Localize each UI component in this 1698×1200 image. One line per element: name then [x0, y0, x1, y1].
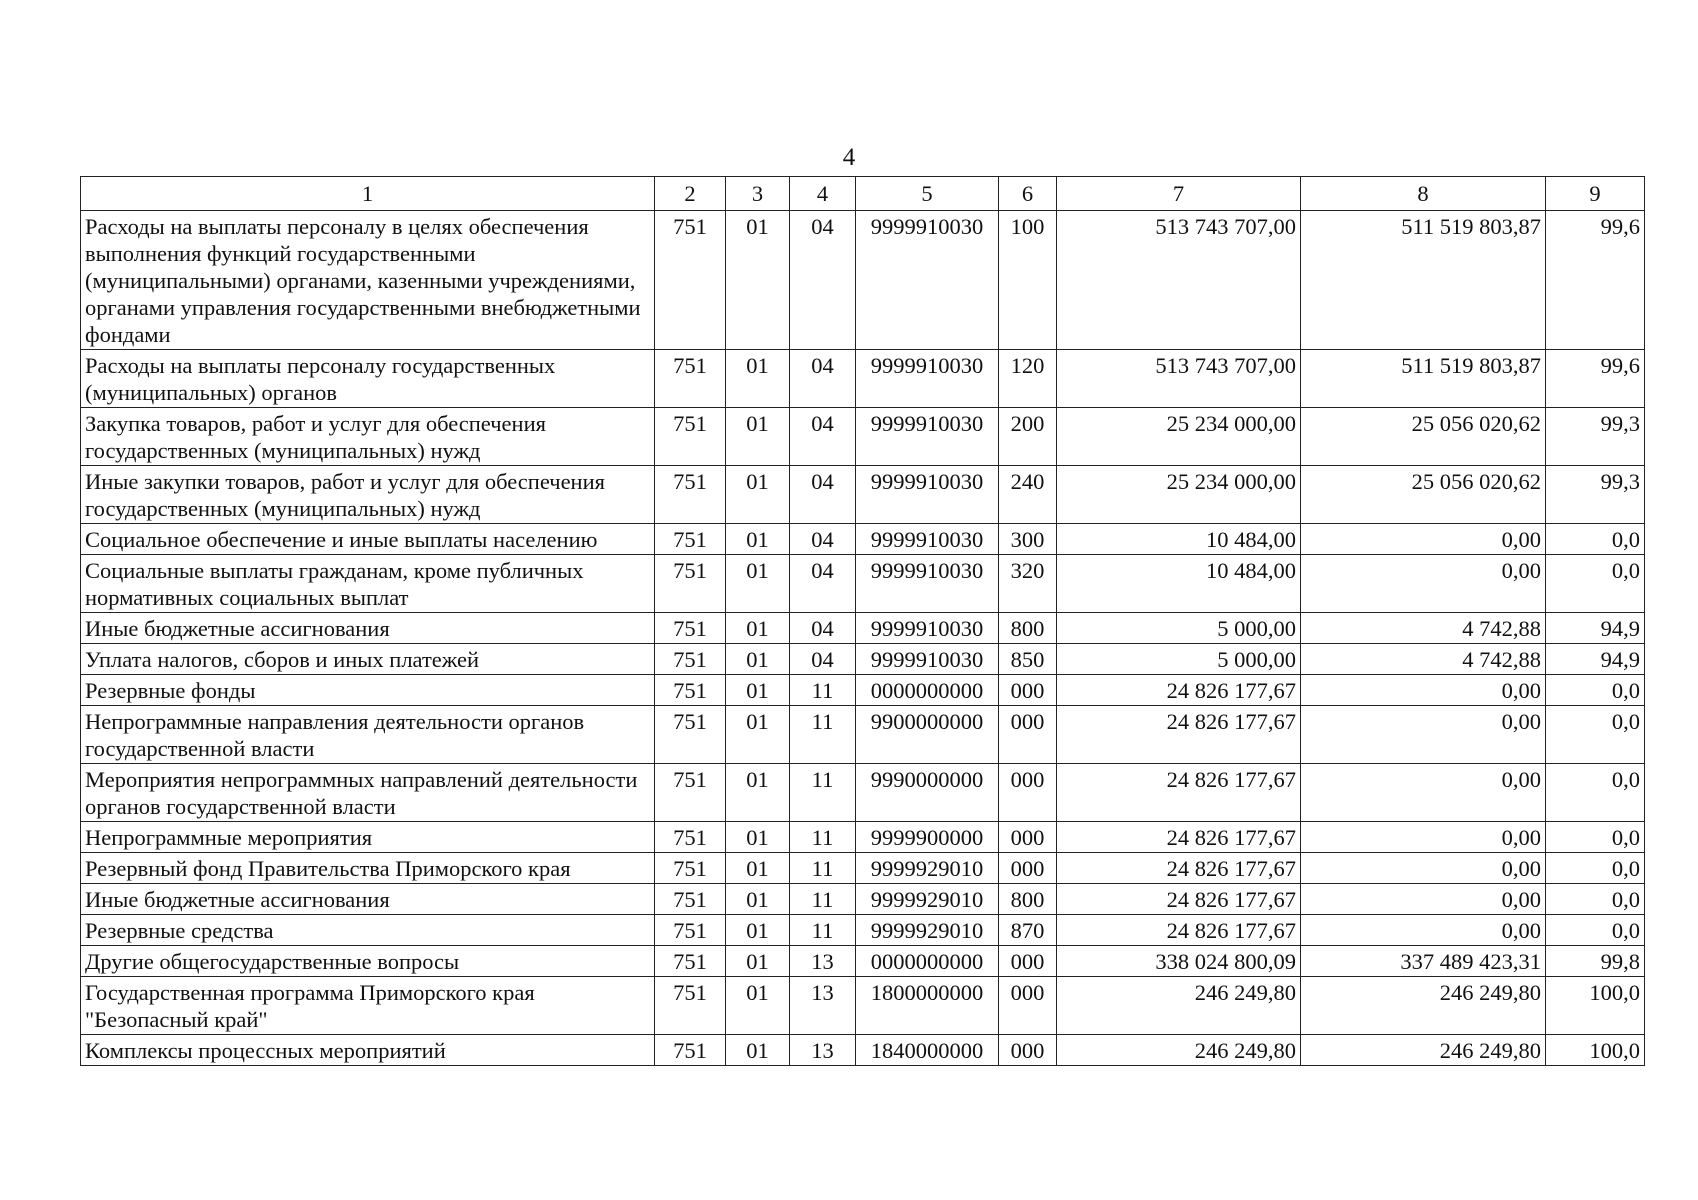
row-name-cell: Социальные выплаты гражданам, кроме публичных нормативных социальных выплат — [81, 555, 655, 613]
column-5-cell: 9999929010 — [856, 884, 999, 915]
column-8-cell: 246 249,80 — [1301, 1035, 1546, 1066]
column-9-cell: 0,0 — [1546, 764, 1645, 822]
column-9-cell: 100,0 — [1546, 977, 1645, 1035]
column-2-cell: 751 — [655, 853, 726, 884]
column-8-cell: 337 489 423,31 — [1301, 946, 1546, 977]
column-2-cell: 751 — [655, 555, 726, 613]
column-7-cell: 24 826 177,67 — [1057, 822, 1301, 853]
column-8-cell: 0,00 — [1301, 524, 1546, 555]
column-8-cell: 25 056 020,62 — [1301, 408, 1546, 466]
column-8-cell: 0,00 — [1301, 822, 1546, 853]
column-9-cell: 94,9 — [1546, 644, 1645, 675]
column-header: 8 — [1301, 177, 1546, 211]
column-7-cell: 10 484,00 — [1057, 555, 1301, 613]
column-4-cell: 11 — [790, 764, 856, 822]
column-9-cell: 94,9 — [1546, 613, 1645, 644]
column-6-cell: 000 — [999, 946, 1057, 977]
column-7-cell: 5 000,00 — [1057, 613, 1301, 644]
column-6-cell: 850 — [999, 644, 1057, 675]
column-9-cell: 0,0 — [1546, 915, 1645, 946]
table-row — [81, 1035, 1645, 1066]
column-7-cell: 513 743 707,00 — [1057, 211, 1301, 350]
column-2-cell: 751 — [655, 822, 726, 853]
column-8-cell: 0,00 — [1301, 853, 1546, 884]
column-header: 4 — [790, 177, 856, 211]
column-4-cell: 04 — [790, 211, 856, 350]
column-8-cell: 246 249,80 — [1301, 977, 1546, 1035]
row-name-cell: Расходы на выплаты персоналу в целях обеспечения выполнения функций государственными (муниципальными) органами, казенными учреждениями, органами управления государственными внебюджетными фондами — [81, 211, 655, 350]
column-9-cell: 99,3 — [1546, 466, 1645, 524]
row-name-cell: Непрограммные мероприятия — [81, 822, 655, 853]
column-6-cell: 300 — [999, 524, 1057, 555]
table-row — [81, 555, 1645, 613]
column-5-cell: 9999910030 — [856, 408, 999, 466]
column-4-cell: 04 — [790, 350, 856, 408]
column-9-cell: 0,0 — [1546, 884, 1645, 915]
column-2-cell: 751 — [655, 644, 726, 675]
table-row — [81, 408, 1645, 466]
column-header: 5 — [856, 177, 999, 211]
column-6-cell: 000 — [999, 764, 1057, 822]
column-8-cell: 0,00 — [1301, 884, 1546, 915]
column-2-cell: 751 — [655, 613, 726, 644]
table-row — [81, 211, 1645, 350]
table-row — [81, 977, 1645, 1035]
column-7-cell: 246 249,80 — [1057, 977, 1301, 1035]
column-7-cell: 338 024 800,09 — [1057, 946, 1301, 977]
column-8-cell: 0,00 — [1301, 675, 1546, 706]
column-2-cell: 751 — [655, 1035, 726, 1066]
row-name-cell: Комплексы процессных мероприятий — [81, 1035, 655, 1066]
column-4-cell: 04 — [790, 613, 856, 644]
column-5-cell: 9999910030 — [856, 613, 999, 644]
row-name-cell: Уплата налогов, сборов и иных платежей — [81, 644, 655, 675]
column-4-cell: 13 — [790, 977, 856, 1035]
column-6-cell: 000 — [999, 977, 1057, 1035]
column-6-cell: 000 — [999, 853, 1057, 884]
column-header: 2 — [655, 177, 726, 211]
header-row — [81, 177, 1645, 211]
column-6-cell: 240 — [999, 466, 1057, 524]
column-4-cell: 11 — [790, 706, 856, 764]
column-2-cell: 751 — [655, 884, 726, 915]
column-2-cell: 751 — [655, 764, 726, 822]
column-3-cell: 01 — [726, 555, 790, 613]
page-number: 4 — [842, 144, 856, 171]
column-6-cell: 800 — [999, 884, 1057, 915]
column-3-cell: 01 — [726, 706, 790, 764]
column-2-cell: 751 — [655, 675, 726, 706]
column-4-cell: 11 — [790, 915, 856, 946]
column-9-cell: 0,0 — [1546, 853, 1645, 884]
column-3-cell: 01 — [726, 764, 790, 822]
table-row — [81, 915, 1645, 946]
column-2-cell: 751 — [655, 915, 726, 946]
column-5-cell: 9999900000 — [856, 822, 999, 853]
column-8-cell: 0,00 — [1301, 706, 1546, 764]
table-row — [81, 706, 1645, 764]
column-4-cell: 11 — [790, 822, 856, 853]
column-2-cell: 751 — [655, 977, 726, 1035]
column-7-cell: 513 743 707,00 — [1057, 350, 1301, 408]
column-9-cell: 99,3 — [1546, 408, 1645, 466]
column-4-cell: 11 — [790, 884, 856, 915]
column-2-cell: 751 — [655, 706, 726, 764]
column-9-cell: 0,0 — [1546, 524, 1645, 555]
column-8-cell: 0,00 — [1301, 555, 1546, 613]
column-5-cell: 9999910030 — [856, 350, 999, 408]
column-7-cell: 246 249,80 — [1057, 1035, 1301, 1066]
column-5-cell: 0000000000 — [856, 675, 999, 706]
column-4-cell: 04 — [790, 466, 856, 524]
column-header: 6 — [999, 177, 1057, 211]
column-5-cell: 9999910030 — [856, 524, 999, 555]
column-5-cell: 9999910030 — [856, 644, 999, 675]
table-row — [81, 350, 1645, 408]
column-4-cell: 04 — [790, 555, 856, 613]
column-9-cell: 0,0 — [1546, 822, 1645, 853]
column-5-cell: 9999910030 — [856, 211, 999, 350]
column-5-cell: 9999929010 — [856, 853, 999, 884]
column-2-cell: 751 — [655, 408, 726, 466]
row-name-cell: Непрограммные направления деятельности органов государственной власти — [81, 706, 655, 764]
column-9-cell: 0,0 — [1546, 555, 1645, 613]
column-6-cell: 800 — [999, 613, 1057, 644]
column-9-cell: 99,8 — [1546, 946, 1645, 977]
row-name-cell: Резервные фонды — [81, 675, 655, 706]
column-9-cell: 0,0 — [1546, 675, 1645, 706]
column-6-cell: 100 — [999, 211, 1057, 350]
column-8-cell: 511 519 803,87 — [1301, 350, 1546, 408]
table-row — [81, 524, 1645, 555]
column-2-cell: 751 — [655, 466, 726, 524]
column-6-cell: 870 — [999, 915, 1057, 946]
column-5-cell: 9999910030 — [856, 555, 999, 613]
column-9-cell: 99,6 — [1546, 350, 1645, 408]
column-3-cell: 01 — [726, 1035, 790, 1066]
column-7-cell: 25 234 000,00 — [1057, 408, 1301, 466]
row-name-cell: Резервные средства — [81, 915, 655, 946]
column-3-cell: 01 — [726, 884, 790, 915]
column-8-cell: 0,00 — [1301, 764, 1546, 822]
column-9-cell: 100,0 — [1546, 1035, 1645, 1066]
column-3-cell: 01 — [726, 946, 790, 977]
column-header: 1 — [81, 177, 655, 211]
column-3-cell: 01 — [726, 915, 790, 946]
table-body — [81, 211, 1645, 1066]
table-row — [81, 764, 1645, 822]
column-6-cell: 320 — [999, 555, 1057, 613]
column-6-cell: 000 — [999, 822, 1057, 853]
row-name-cell: Иные бюджетные ассигнования — [81, 613, 655, 644]
row-name-cell: Мероприятия непрограммных направлений деятельности органов государственной власти — [81, 764, 655, 822]
column-3-cell: 01 — [726, 408, 790, 466]
column-4-cell: 04 — [790, 524, 856, 555]
table-row — [81, 884, 1645, 915]
column-7-cell: 24 826 177,67 — [1057, 675, 1301, 706]
row-name-cell: Закупка товаров, работ и услуг для обеспечения государственных (муниципальных) нужд — [81, 408, 655, 466]
column-5-cell: 9900000000 — [856, 706, 999, 764]
column-6-cell: 000 — [999, 1035, 1057, 1066]
column-6-cell: 000 — [999, 706, 1057, 764]
column-2-cell: 751 — [655, 524, 726, 555]
column-7-cell: 10 484,00 — [1057, 524, 1301, 555]
table-row — [81, 466, 1645, 524]
column-4-cell: 13 — [790, 946, 856, 977]
table-row — [81, 613, 1645, 644]
column-8-cell: 4 742,88 — [1301, 644, 1546, 675]
row-name-cell: Расходы на выплаты персоналу государственных (муниципальных) органов — [81, 350, 655, 408]
row-name-cell: Социальное обеспечение и иные выплаты населению — [81, 524, 655, 555]
column-5-cell: 9990000000 — [856, 764, 999, 822]
row-name-cell: Другие общегосударственные вопросы — [81, 946, 655, 977]
row-name-cell: Резервный фонд Правительства Приморского края — [81, 853, 655, 884]
column-3-cell: 01 — [726, 211, 790, 350]
row-name-cell: Государственная программа Приморского края "Безопасный край" — [81, 977, 655, 1035]
column-5-cell: 1800000000 — [856, 977, 999, 1035]
row-name-cell: Иные закупки товаров, работ и услуг для обеспечения государственных (муниципальных) нужд — [81, 466, 655, 524]
column-8-cell: 511 519 803,87 — [1301, 211, 1546, 350]
column-7-cell: 5 000,00 — [1057, 644, 1301, 675]
column-3-cell: 01 — [726, 466, 790, 524]
column-4-cell: 11 — [790, 853, 856, 884]
column-7-cell: 24 826 177,67 — [1057, 706, 1301, 764]
column-header: 7 — [1057, 177, 1301, 211]
column-6-cell: 200 — [999, 408, 1057, 466]
column-2-cell: 751 — [655, 211, 726, 350]
budget-table — [80, 176, 1645, 1066]
table-row — [81, 946, 1645, 977]
column-5-cell: 9999929010 — [856, 915, 999, 946]
column-2-cell: 751 — [655, 350, 726, 408]
column-2-cell: 751 — [655, 946, 726, 977]
column-3-cell: 01 — [726, 613, 790, 644]
column-8-cell: 0,00 — [1301, 915, 1546, 946]
column-8-cell: 25 056 020,62 — [1301, 466, 1546, 524]
column-9-cell: 99,6 — [1546, 211, 1645, 350]
column-header: 3 — [726, 177, 790, 211]
table-row — [81, 822, 1645, 853]
table-row — [81, 675, 1645, 706]
column-7-cell: 24 826 177,67 — [1057, 764, 1301, 822]
column-3-cell: 01 — [726, 675, 790, 706]
row-name-cell: Иные бюджетные ассигнования — [81, 884, 655, 915]
column-4-cell: 04 — [790, 408, 856, 466]
column-7-cell: 24 826 177,67 — [1057, 884, 1301, 915]
column-4-cell: 04 — [790, 644, 856, 675]
column-4-cell: 11 — [790, 675, 856, 706]
column-7-cell: 24 826 177,67 — [1057, 853, 1301, 884]
column-7-cell: 24 826 177,67 — [1057, 915, 1301, 946]
column-9-cell: 0,0 — [1546, 706, 1645, 764]
column-6-cell: 120 — [999, 350, 1057, 408]
column-4-cell: 13 — [790, 1035, 856, 1066]
column-3-cell: 01 — [726, 822, 790, 853]
column-5-cell: 1840000000 — [856, 1035, 999, 1066]
column-8-cell: 4 742,88 — [1301, 613, 1546, 644]
column-3-cell: 01 — [726, 350, 790, 408]
column-5-cell: 9999910030 — [856, 466, 999, 524]
column-3-cell: 01 — [726, 644, 790, 675]
column-3-cell: 01 — [726, 977, 790, 1035]
column-3-cell: 01 — [726, 853, 790, 884]
table-row — [81, 644, 1645, 675]
column-6-cell: 000 — [999, 675, 1057, 706]
column-header: 9 — [1546, 177, 1645, 211]
table-row — [81, 853, 1645, 884]
column-7-cell: 25 234 000,00 — [1057, 466, 1301, 524]
column-3-cell: 01 — [726, 524, 790, 555]
column-5-cell: 0000000000 — [856, 946, 999, 977]
